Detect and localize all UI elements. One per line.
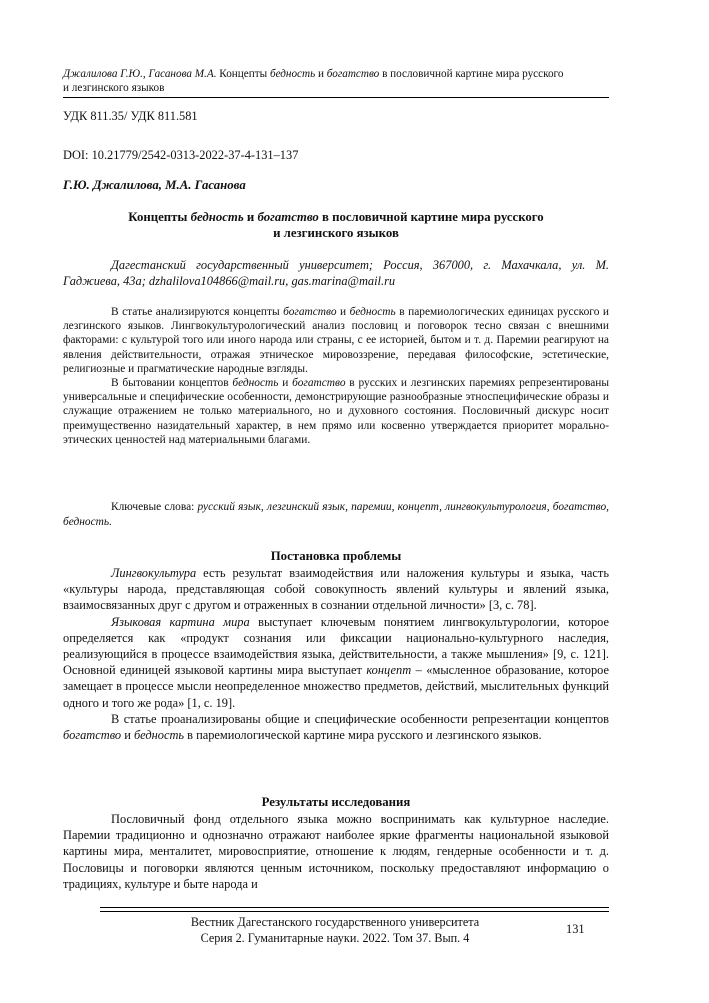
section-heading: Постановка проблемы (270, 549, 402, 563)
keywords (63, 500, 609, 530)
text-run: в паремиологических единицах русского и лезгинского языков. Лингвокультурологический анализ пословиц и поговорок тесно связан с внешними факторами: с культурой того или иного народа или страны, с ее историей, бытом и т. д. Паремии реагируют на явления действительности, отражая этническое мировоззрение, передавая философские, эстетические, религиозные и прагматические народные взгляды. (63, 306, 609, 375)
title-part: бедность (190, 210, 244, 224)
affiliation: Дагестанский государственный университет; Россия, 367000, г. Махачкала, ул. М. Гаджиева, 43а; dzhalilova104866@mail.ru, gas.marina@mail.ru (63, 258, 609, 288)
text-run: В статье анализируются концепты (111, 306, 284, 318)
body-paragraph: Пословичный фонд отдельного языка можно воспринимать как культурное наследие. Паремии традиционно и однозначно отражают наиболее яркие фрагменты национальной языковой картины мира, менталитет, мировосприятие, отношение к людям, гендерные особенности и т. д. Пословицы и поговорки являются ценным источником, поскольку предоставляют информацию о традициях, культуре и быте народа и (63, 812, 609, 891)
text-run: Языковая картина мира (111, 614, 250, 629)
text-run: бедность (349, 306, 396, 318)
abstract (63, 305, 609, 447)
text-run: есть результат взаимодействия или наложения культуры и языка, часть «культуры народа, представляющая собой совокупность явлений культуры и явлений языка, взаимосвязанных друг с другом и отраженных в сознании отдельной личности» [3, с. 78]. (63, 566, 609, 613)
keywords-label: Ключевые слова: (111, 501, 198, 513)
section-heading: Результаты исследования (261, 795, 411, 809)
article-authors: Г.Ю. Джалилова, М.А. Гасанова (63, 178, 246, 192)
text-run: и (278, 377, 293, 390)
header-divider (63, 97, 609, 98)
footer-divider (100, 911, 609, 912)
journal-footer (100, 914, 570, 946)
section-body (63, 811, 609, 892)
section-body (63, 565, 609, 743)
journal-issue: Серия 2. Гуманитарные науки. 2022. Том 37. Вып. 4 (200, 931, 470, 945)
title-part: богатство (257, 210, 319, 224)
title-part: в пословичной картине мира русского (318, 210, 544, 224)
journal-name: Вестник Дагестанского государственного университета (190, 915, 480, 929)
body-paragraph (63, 614, 609, 711)
title-part: Концепты (128, 210, 191, 224)
title-part: и (243, 210, 258, 224)
text-run: В статье проанализированы общие и специфические особенности репрезентации концептов (111, 711, 609, 726)
doi: DOI: 10.21779/2542-0313-2022-37-4-131–137 (63, 148, 299, 162)
text-run: богатство (292, 377, 346, 390)
text-run: бедность (232, 377, 279, 390)
text-run: – «мысленное образование, которое замещает в процессе мысли неопределенное множество предметов, действий, мыслительных функций одного и того же рода» [1, с. 19]. (63, 663, 609, 710)
text-run: и (121, 728, 134, 743)
header-title-line2: и лезгинского языков (63, 82, 165, 94)
header-authors: Джалилова Г.Ю., Гасанова М.А. (63, 68, 217, 80)
header-title-part: и (315, 68, 327, 80)
text-run: Лингвокультура (111, 566, 197, 580)
body-paragraph (63, 565, 609, 614)
text-run: в паремиологической картине мира русского и лезгинского языков. (184, 728, 542, 743)
header-title-part: Концепты (219, 68, 270, 80)
page-number: 131 (566, 922, 585, 936)
text-run: богатство (63, 728, 122, 743)
header-title-part: богатство (326, 68, 380, 80)
text-run: в русских и лезгинских паремиях репрезентированы универсальные и специфические особенности, демонстрирующие разнообразные этноспецифические образы и служащие отражением не только материального, но и духовного состояния. Пословичный дискурс носит преимущественно назидательный характер, в нем прямо или косвенно утверждается приоритет морально-этических ценностей над материальными благами. (63, 377, 609, 446)
abstract-paragraph (63, 305, 609, 376)
running-header (63, 67, 609, 95)
text-run: и (336, 306, 350, 318)
keywords-list: русский язык, лезгинский язык, паремии, концепт, лингвокультурология, богатство, бедность. (63, 501, 609, 528)
text-run: богатство (283, 306, 337, 318)
article-title (63, 209, 609, 241)
text-run: концепт (366, 663, 412, 678)
text-run: В бытовании концептов (111, 377, 233, 390)
header-title-part: в пословичной картине мира русского (379, 68, 564, 80)
body-paragraph (63, 711, 609, 743)
header-title-part: бедность (269, 68, 316, 80)
title-line2: и лезгинского языков (273, 226, 399, 240)
footer-divider (100, 907, 609, 908)
udk-code: УДК 811.35/ УДК 811.581 (63, 109, 198, 123)
text-run: бедность (133, 728, 185, 743)
abstract-paragraph (63, 376, 609, 447)
text-run: выступает ключевым понятием лингвокультурологии, которое определяется как «продукт сознания или фиксации национально-культурного наследия, реализующийся в процессе взаимодействия языка, действительности, а также мышления» [9, с. 121]. Основной единицей языковой картины мира выступает (63, 614, 609, 678)
